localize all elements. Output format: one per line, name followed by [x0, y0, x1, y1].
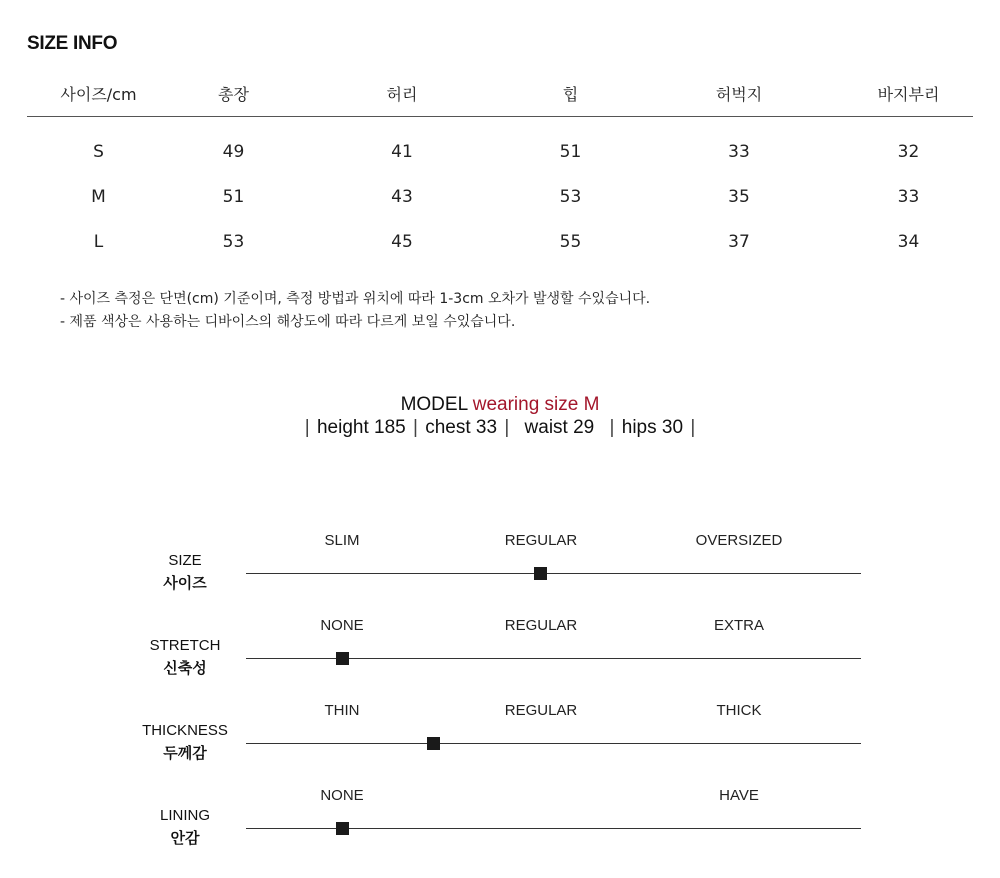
scale-marker — [336, 652, 349, 665]
fit-label-en: LINING — [159, 807, 210, 824]
size-table-header-row — [27, 70, 973, 117]
model-heading — [0, 393, 1000, 416]
table-cell: 49 — [222, 141, 245, 162]
fit-label — [120, 634, 250, 680]
fit-row-thickness — [0, 695, 1000, 775]
fit-label — [120, 719, 250, 765]
scale-option-mid: REGULAR — [504, 702, 578, 719]
header-total-length: 총장 — [170, 70, 297, 117]
fit-label-en: THICKNESS — [142, 722, 228, 739]
scale-line — [246, 573, 861, 574]
separator: | — [504, 417, 510, 438]
scale-option-low: NONE — [320, 787, 364, 804]
scale-option-high: EXTRA — [713, 617, 764, 634]
fit-row-lining — [0, 780, 1000, 860]
header-waist: 허리 — [297, 70, 507, 117]
model-height: height 185 — [316, 417, 406, 438]
table-cell: 34 — [897, 231, 920, 252]
table-row — [27, 117, 973, 175]
note-measurement: - 사이즈 측정은 단면(cm) 기준이며, 측정 방법과 위치에 따라 1-3cm 오차가 발생할 수있습니다. — [60, 291, 651, 307]
table-cell: L — [93, 231, 104, 252]
note-color: - 제품 색상은 사용하는 디바이스의 해상도에 따라 다르게 보일 수있습니다. — [60, 314, 516, 330]
table-row — [27, 219, 973, 264]
fit-label-ko: 신축성 — [163, 659, 207, 677]
scale-marker — [534, 567, 547, 580]
header-hip: 힙 — [507, 70, 634, 117]
table-cell: 51 — [222, 186, 245, 207]
table-cell: 33 — [897, 186, 920, 207]
fit-label — [120, 549, 250, 595]
notes — [60, 288, 650, 334]
scale-line — [246, 743, 861, 744]
separator: | — [609, 417, 615, 438]
model-wearing-size: wearing size M — [472, 394, 600, 415]
table-cell: 53 — [222, 231, 245, 252]
header-thigh: 허벅지 — [634, 70, 844, 117]
table-cell: 45 — [391, 231, 413, 252]
fit-row-size — [0, 525, 1000, 605]
table-cell: 41 — [391, 141, 413, 162]
fit-label — [120, 804, 250, 850]
scale-marker — [336, 822, 349, 835]
size-table — [27, 70, 973, 264]
model-waist: waist 29 — [524, 417, 595, 438]
scale-option-high: HAVE — [719, 787, 759, 804]
table-cell: M — [91, 186, 106, 207]
scale-option-low: THIN — [324, 702, 360, 719]
separator: | — [304, 417, 310, 438]
scale-line — [246, 658, 861, 659]
scale-option-high: THICK — [716, 702, 762, 719]
scale-line — [246, 828, 861, 829]
scale-option-mid: REGULAR — [504, 617, 578, 634]
table-row — [27, 174, 973, 219]
table-cell: S — [93, 141, 104, 162]
table-cell: 33 — [728, 141, 750, 162]
scale-option-mid: REGULAR — [504, 532, 578, 549]
separator: | — [690, 417, 696, 438]
size-info-title: SIZE INFO — [27, 33, 118, 54]
table-cell: 35 — [728, 186, 750, 207]
model-hips: hips 30 — [621, 417, 684, 438]
fit-row-stretch — [0, 610, 1000, 690]
scale-option-high: OVERSIZED — [695, 532, 783, 549]
separator: | — [413, 417, 418, 438]
fit-label-en: STRETCH — [149, 637, 221, 654]
scale-option-low: NONE — [320, 617, 364, 634]
table-cell: 37 — [728, 231, 750, 252]
fit-label-en: SIZE — [168, 552, 202, 569]
fit-label-ko: 두께감 — [163, 744, 207, 762]
header-hem: 바지부리 — [844, 70, 973, 117]
table-cell: 55 — [559, 231, 582, 252]
table-cell: 51 — [559, 141, 582, 162]
table-cell: 53 — [559, 186, 582, 207]
scale-marker — [427, 737, 440, 750]
model-prefix: MODEL — [400, 394, 468, 415]
header-size: 사이즈/cm — [27, 70, 170, 117]
table-cell: 32 — [897, 141, 920, 162]
table-cell: 43 — [391, 186, 413, 207]
scale-option-low: SLIM — [324, 532, 360, 549]
model-chest: chest 33 — [425, 417, 498, 438]
fit-label-ko: 사이즈 — [163, 574, 207, 592]
fit-label-ko: 안감 — [170, 829, 200, 847]
model-measurements — [0, 416, 1000, 439]
